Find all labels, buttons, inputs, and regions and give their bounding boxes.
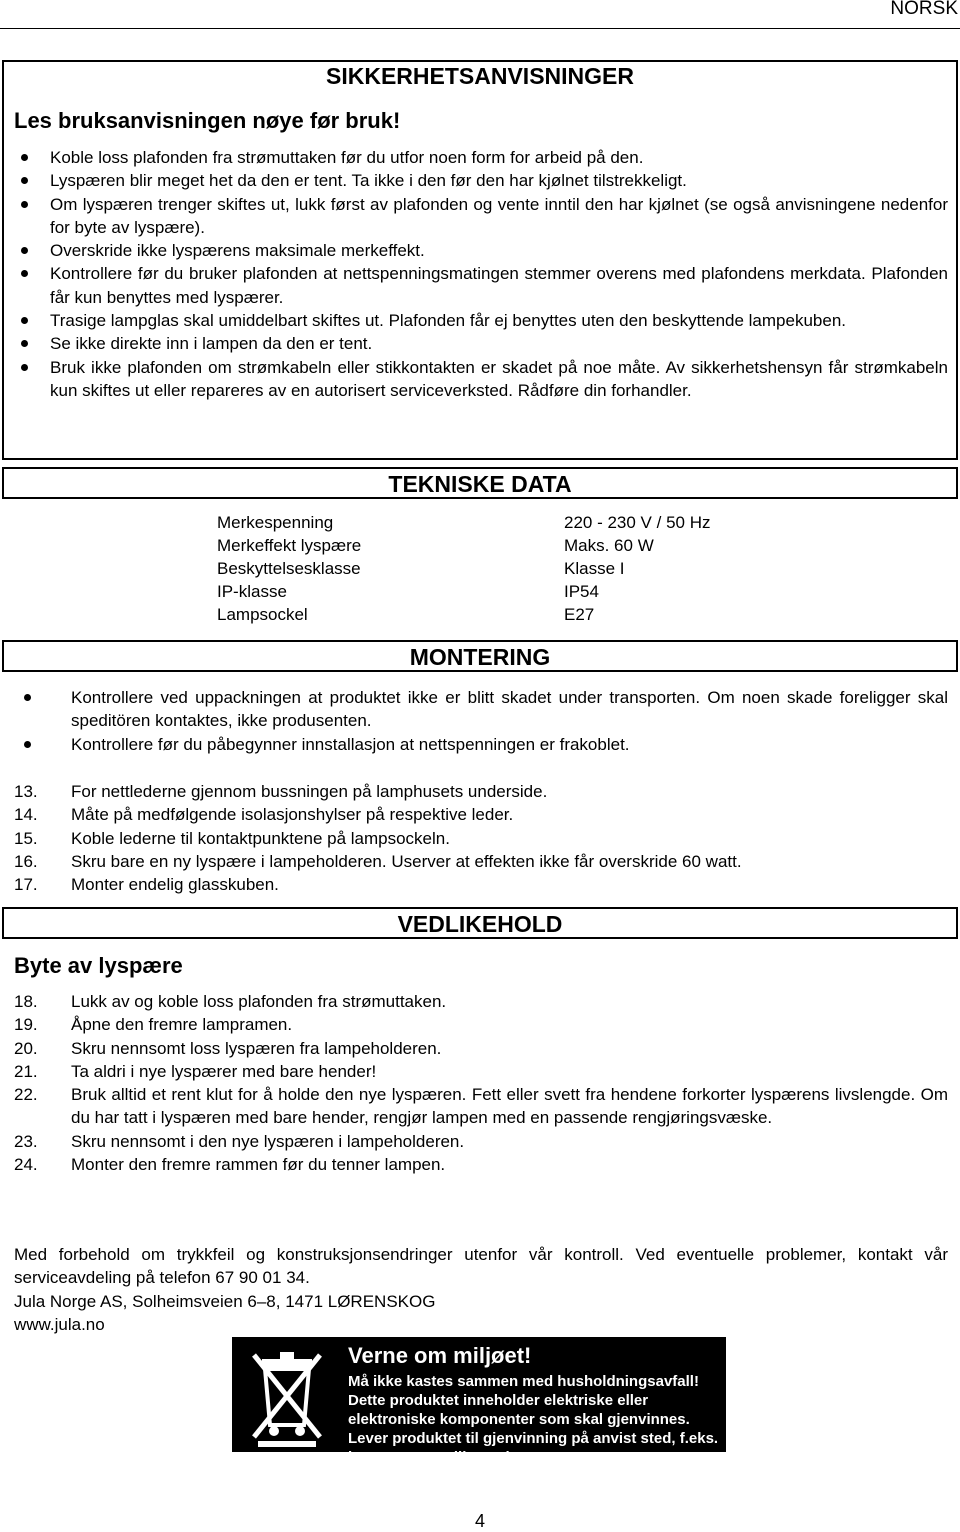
tech-row [217,559,710,582]
tech-value: Klasse I [564,559,625,578]
tech-row [217,536,710,559]
language-label: NORSK [890,0,958,19]
step-number: 22. [14,1085,38,1105]
crossed-out-wheelie-bin-icon [232,1337,342,1452]
step-text: Koble lederne til kontaktpunktene på lampsockeln. [71,828,450,848]
safety-item [50,239,948,262]
tech-value: E27 [564,605,595,624]
step-number: 19. [14,1015,38,1035]
mounting-title: MONTERING [409,644,551,670]
step-number: 18. [14,992,38,1011]
safety-item [50,193,948,240]
step-number: 24. [14,1155,38,1175]
bullet-icon [21,364,28,371]
environment-line: elektroniske komponenter som skal gjenvinnes. [348,1411,690,1428]
step-number: 20. [14,1038,38,1058]
mounting-bullets [71,686,948,756]
step-number: 16. [14,851,38,871]
safety-item [50,169,948,192]
environment-line: Må ikke kastes sammen med husholdningsavfall! [348,1373,699,1390]
environment-line: kommunens miljøstasjon. [348,1449,533,1466]
safety-item-text: Lyspæren blir meget het da den er tent. Ta ikke i den før den har kjølnet tilstrekkeligt. [50,171,687,191]
step-text: Monter den fremre rammen før du tenner lampen. [71,1155,446,1175]
step-text: Monter endelig glasskuben. [71,875,279,895]
safety-item-text: Se ikke direkte inn i lampen da den er tent. [50,334,373,354]
safety-item-text: Om lyspæren trenger skiftes ut, lukk først av plafonden og vente inntil den har kjølnet (se også anvisningene nedenfor for byte av lyspære). [50,194,948,237]
tech-label: Merkeffekt lyspære [217,536,362,555]
safety-item-text: Trasige lampglas skal umiddelbart skiftes ut. Plafonden får ej benyttes uten den beskyttende lampekuben. [50,311,846,331]
bullet-icon [24,694,31,701]
footer-website[interactable]: www.jula.no [14,1314,105,1334]
tech-row [217,605,710,628]
maintenance-step [14,1153,948,1176]
tech-value: 220 - 230 V / 50 Hz [564,513,711,532]
tech-row [217,513,710,536]
safety-item [50,356,948,403]
step-text: Skru nennsomt i den nye lyspæren i lampeholderen. [71,1131,465,1151]
safety-item-text: Overskride ikke lyspærens maksimale merkeffekt. [50,241,425,261]
safety-item-text: Koble loss plafonden fra strømuttaken før du utfor noen form for arbeid på den. [50,148,644,167]
safety-item [50,332,948,355]
footer [14,1243,948,1336]
step-number: 15. [14,828,38,848]
maintenance-step [14,1130,948,1153]
footer-address: Jula Norge AS, Solheimsveien 6–8, 1471 LØRENSKOG [14,1291,436,1311]
mounting-bullet [71,686,948,733]
safety-item-text: Bruk ikke plafonden om strømkabeln eller stikkontakten er skadet på noe måte. Av sikkerhetshensyn får strømkabeln kun skiftes ut eller repareres av en autorisert serviceverksted. Rådføre din forhandler. [50,357,948,400]
mounting-step [14,827,948,850]
step-text: Ta aldri i nye lyspærer med bare hender! [71,1061,377,1081]
tech-label: Beskyttelsesklasse [217,559,361,578]
safety-item [50,146,948,169]
tech-label: Merkespenning [217,513,334,532]
step-number: 21. [14,1061,38,1081]
step-text: Måte på medfølgende isolasjonshylser på respektive leder. [71,805,514,825]
mounting-step [14,803,948,826]
mounting-bullet-text: Kontrollere ved uppackningen at produktet ikke er blitt skadet under transporten. Om noen skade foreligger skal speditören kontaktes, ikke produsenten. [71,688,948,731]
maintenance-subtitle: Byte av lyspære [14,953,183,978]
step-number: 23. [14,1131,38,1151]
tech-table [217,513,710,628]
footer-disclaimer: Med forbehold om trykkfeil og konstruksjonsendringer utenfor vår kontroll. Ved eventuelle problemer, kontakt vår serviceavdeling på telefon 67 90 01 34. [14,1245,948,1288]
environment-title: Verne om miljøet! [348,1343,532,1368]
step-number: 13. [14,782,38,801]
tech-label: Lampsockel [217,605,308,624]
step-number: 17. [14,875,38,895]
header-rule [0,28,960,29]
step-text: Skru bare en ny lyspære i lampeholderen. Userver at effekten ikke får overskride 60 watt. [71,851,742,871]
safety-list [50,146,948,402]
tech-value: Maks. 60 W [564,536,654,555]
tech-value: IP54 [564,582,599,601]
safety-title: SIKKERHETSANVISNINGER [326,63,634,89]
environment-line: Dette produktet inneholder elektriske eller [348,1392,649,1409]
mounting-step [14,780,948,803]
tech-title: TEKNISKE DATA [388,471,572,497]
page-number: 4 [474,1511,485,1531]
maintenance-step [14,1060,948,1083]
step-number: 14. [14,805,38,825]
step-text: Åpne den fremre lampramen. [71,1015,293,1035]
safety-item-text: Kontrollere før du bruker plafonden at nettspenningsmatingen stemmer overens med plafondens merkdata. Plafonden får kun benyttes med lyspærer. [50,264,948,307]
environment-notice [232,1337,726,1466]
step-text: Bruk alltid et rent klut for å holde den nye lyspæren. Fett eller svett fra hendene forkorter lyspærens livslengde. Om du har tatt i lyspæren med bare hender, rengjør lampen med en passende rengjøringsvæske. [71,1085,948,1128]
maintenance-step [14,1013,948,1036]
step-text: Skru nennsomt loss lyspæren fra lampeholderen. [71,1038,442,1058]
mounting-bullet-text: Kontrollere før du påbegynner innstallasjon at nettspenningen er frakoblet. [71,734,630,754]
mounting-bullet [71,733,948,756]
mounting-step [14,873,948,896]
maintenance-title: VEDLIKEHOLD [397,911,563,937]
tech-label: IP-klasse [217,582,287,601]
maintenance-step [14,1037,948,1060]
step-text: For nettlederne gjennom bussningen på lamphusets underside. [71,782,548,801]
tech-row [217,582,710,605]
mounting-step [14,850,948,873]
safety-item [50,309,948,332]
maintenance-step [14,990,948,1013]
step-text: Lukk av og koble loss plafonden fra strømuttaken. [71,992,447,1011]
maintenance-steps [14,990,948,1176]
bullet-icon [21,154,28,161]
safety-item [50,262,948,309]
environment-line: Lever produktet til gjenvinning på anvist sted, f.eks. [348,1430,719,1447]
bullet-icon [24,741,31,748]
bullet-icon [21,201,28,208]
safety-intro: Les bruksanvisningen nøye før bruk! [14,108,401,133]
maintenance-step [14,1083,948,1130]
mounting-steps [14,780,948,896]
